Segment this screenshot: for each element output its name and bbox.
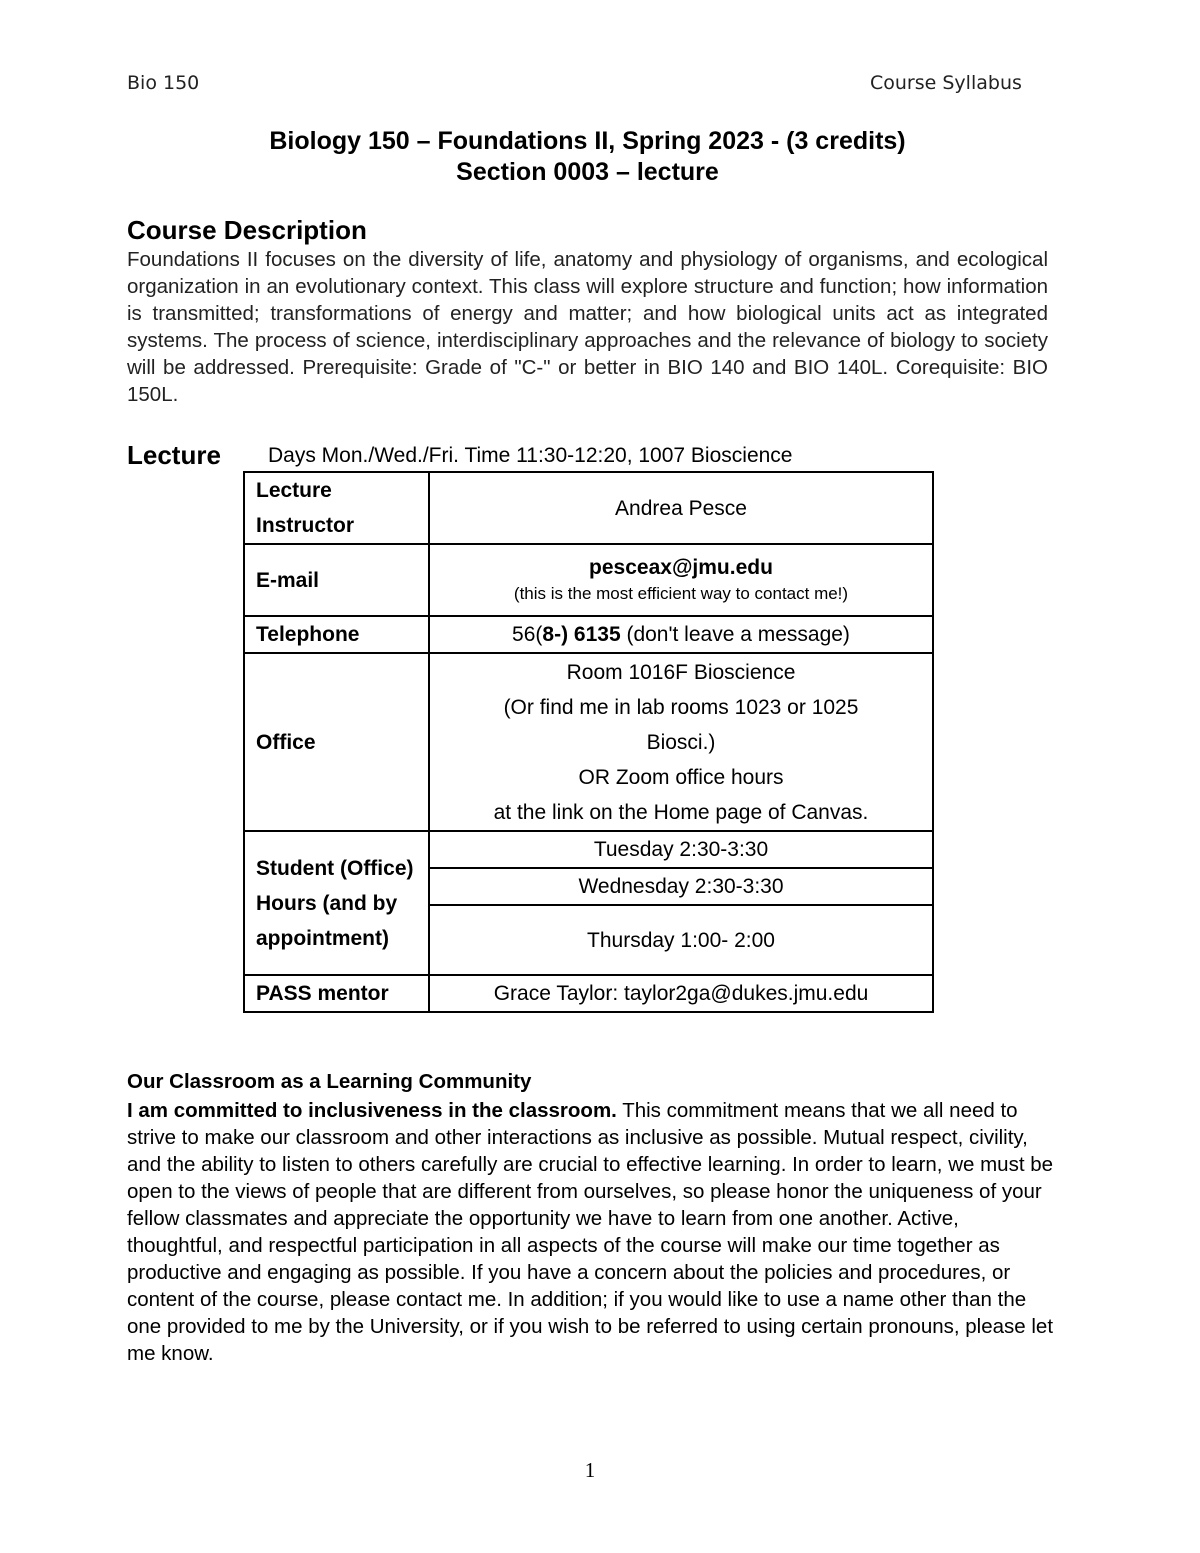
office-line: OR Zoom office hours <box>578 765 784 789</box>
course-description-text: Foundations II focuses on the diversity of life, anatomy and physiology of organisms, and ecological organization in an evolutionary context. This class will explore structure and function; how information is transmitted; transformations of energy and matter; and how biological units act as integrated systems. The process of science, interdisciplinary approaches and the relevance of biology to society will be addressed. Prerequisite: Grade of "C-" or better in BIO 140 and BIO 140L. Corequisite: BIO 150L. <box>127 248 1048 406</box>
hours-thursday: Thursday 1:00- 2:00 <box>429 905 933 975</box>
office-line: at the link on the Home page of Canvas. <box>493 800 869 824</box>
running-header-left: Bio 150 <box>127 72 200 94</box>
office-line: Biosci.) <box>646 730 716 754</box>
page-number: 1 <box>584 1458 596 1482</box>
hours-wednesday: Wednesday 2:30-3:30 <box>429 868 933 905</box>
office-label: Office <box>244 653 429 831</box>
title-line-2: Section 0003 – lecture <box>456 158 719 186</box>
lecture-heading: Lecture <box>127 440 221 470</box>
email-cell <box>429 544 933 616</box>
running-header-right: Course Syllabus <box>870 72 1022 94</box>
instructor-info-table <box>243 471 934 1013</box>
email-label: E-mail <box>244 544 429 616</box>
office-line: Room 1016F Bioscience <box>566 660 796 684</box>
hours-tuesday: Tuesday 2:30-3:30 <box>429 831 933 868</box>
telephone-prefix: 56( <box>512 623 543 646</box>
pass-mentor-value: Grace Taylor: taylor2ga@dukes.jmu.edu <box>429 975 933 1012</box>
table-row <box>244 616 933 653</box>
email-note: (this is the most efficient way to contact me!) <box>513 584 849 603</box>
pass-mentor-label: PASS mentor <box>244 975 429 1012</box>
instructor-value: Andrea Pesce <box>429 472 933 544</box>
table-row <box>244 975 933 1012</box>
office-value <box>429 653 933 831</box>
community-lead: I am committed to inclusiveness in the classroom. <box>127 1099 617 1122</box>
telephone-value <box>429 616 933 653</box>
title-line-1: Biology 150 – Foundations II, Spring 2023 - (3 credits) <box>269 127 906 155</box>
community-text <box>127 1097 1057 1367</box>
telephone-note: (don't leave a message) <box>620 623 850 646</box>
table-row <box>244 472 933 544</box>
student-hours-label: Student (Office) Hours (and by appointment) <box>244 831 429 975</box>
community-body: This commitment means that we all need to strive to make our classroom and other interactions as inclusive as possible. Mutual respect, civility, and the ability to listen to others carefully are crucial to effective learning. In order to learn, we must be open to the views of people that are different from ourselves, so please honor the uniqueness of your fellow classmates and appreciate the opportunity we have to learn from one another. Active, thoughtful, and respectful participation in all aspects of the course will make our time together as productive and engaging as possible. If you have a concern about the policies and procedures, or content of the course, please contact me. In addition; if you would like to use a name other than the one provided to me by the University, or if you wish to be referred to using certain pronouns, please let me know. <box>127 1099 1054 1365</box>
office-line: (Or find me in lab rooms 1023 or 1025 <box>503 695 859 719</box>
document-title <box>0 126 1175 188</box>
community-heading: Our Classroom as a Learning Community <box>127 1070 532 1093</box>
course-description-heading: Course Description <box>127 215 367 245</box>
table-row <box>244 831 933 868</box>
email-address[interactable]: pesceax@jmu.edu <box>589 556 773 579</box>
lecture-schedule: Days Mon./Wed./Fri. Time 11:30-12:20, 1007 Bioscience <box>268 444 793 467</box>
table-row <box>244 653 933 831</box>
telephone-label: Telephone <box>244 616 429 653</box>
telephone-number: 8-) 6135 <box>542 623 621 646</box>
instructor-label: Lecture Instructor <box>244 472 429 544</box>
table-row <box>244 544 933 616</box>
